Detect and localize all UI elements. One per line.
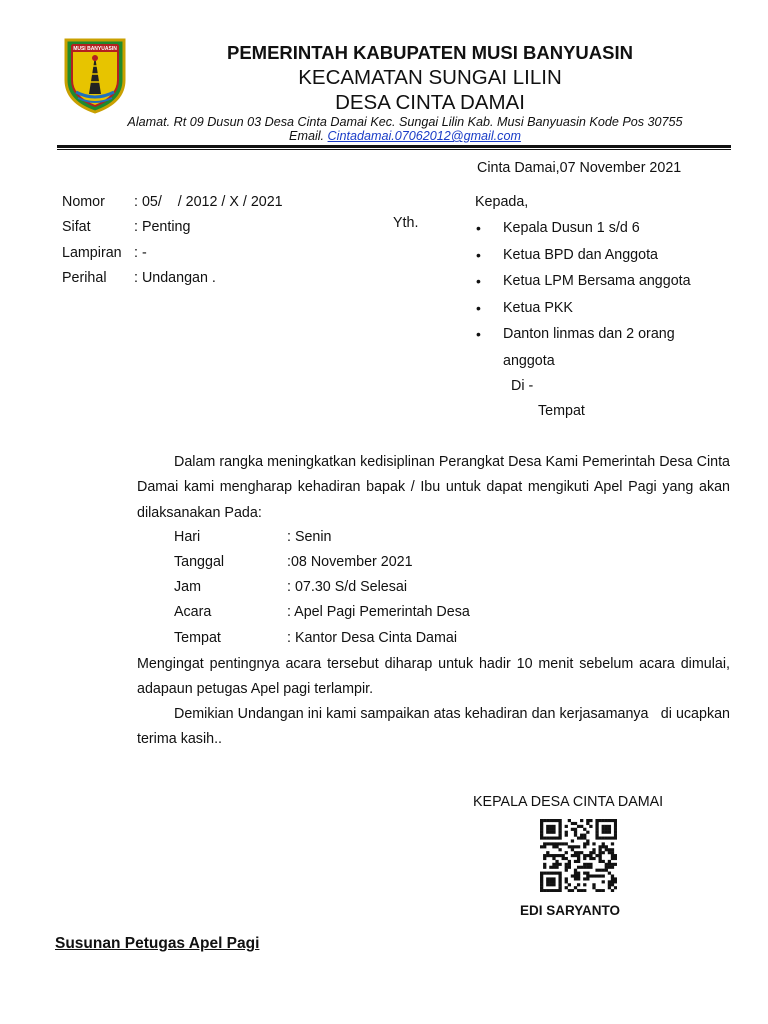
detail-label-hari: Hari [174, 529, 201, 545]
detail-value-tanggal: :08 November 2021 [287, 554, 413, 570]
recipient-item: • Ketua PKK [476, 300, 691, 327]
header-email-line [60, 129, 750, 143]
meta-label-nomor: Nomor [62, 194, 105, 210]
meta-label-lampiran: Lampiran [62, 245, 122, 261]
recipient-item: • Ketua BPD dan Anggota [476, 247, 691, 274]
signature-title: KEPALA DESA CINTA DAMAI [473, 794, 664, 810]
body-paragraph-3 [137, 702, 734, 753]
detail-label-acara: Acara [174, 604, 212, 620]
detail-value-hari: : Senin [287, 529, 332, 545]
di-label: Di - [511, 378, 534, 394]
detail-label-tempat: Tempat [174, 630, 221, 646]
detail-value-acara: : Apel Pagi Pemerintah Desa [287, 604, 470, 620]
email-label: Email. [289, 129, 325, 143]
detail-value-jam: : 07.30 S/d Selesai [287, 579, 408, 595]
logo-text: MUSI BANYUASIN [73, 46, 117, 52]
recipient-list [476, 220, 691, 353]
section-heading: Susunan Petugas Apel Pagi [55, 935, 260, 952]
header-rule-thick [57, 145, 731, 148]
email-link[interactable]: Cintadamai.07062012@gmail.com [327, 129, 521, 143]
header-district: KECAMATAN SUNGAI LILIN [298, 66, 562, 89]
meta-label-sifat: Sifat [62, 219, 91, 235]
recipient-continuation: anggota [503, 353, 555, 369]
recipient-item: • Kepala Dusun 1 s/d 6 [476, 220, 691, 247]
body-paragraph-3-text: Demikian Undangan ini kami sampaikan atas kehadiran dan kerjasamanya di ucapkan terima kasih.. [137, 706, 734, 748]
detail-label-jam: Jam [174, 579, 202, 595]
body-paragraph-1-text: Dalam rangka meningkatkan kedisiplinan Perangkat Desa Kami Pemerintah Desa Cinta Damai kami mengharap kehadiran bapak / Ibu untuk dapat mengikuti Apel Pagi yang akan dilaksanakan Pada: [137, 454, 730, 521]
qr-code [540, 819, 617, 892]
regency-logo [60, 36, 130, 114]
yth-label: Yth. [393, 215, 419, 231]
meta-value-sifat: : Penting [134, 219, 191, 235]
body-paragraph-1 [137, 450, 730, 526]
meta-value-lampiran: : - [134, 245, 147, 261]
meta-value-nomor: : 05/ / 2012 / X / 2021 [134, 194, 283, 210]
signature-name: EDI SARYANTO [520, 903, 621, 918]
letter-date: Cinta Damai,07 November 2021 [477, 160, 682, 176]
recipient-item: • Ketua LPM Bersama anggota [476, 273, 691, 300]
header-address: Alamat. Rt 09 Dusun 03 Desa Cinta Damai Kec. Sungai Lilin Kab. Musi Banyuasin Kode Pos 30755 [127, 115, 683, 129]
kepada-label: Kepada, [475, 194, 529, 210]
recipient-item: • Danton linmas dan 2 orang [476, 326, 691, 353]
detail-value-tempat: : Kantor Desa Cinta Damai [287, 630, 458, 646]
header-rule-thin [57, 149, 731, 150]
tempat-label: Tempat [538, 403, 585, 419]
meta-label-perihal: Perihal [62, 270, 107, 286]
header-government: PEMERINTAH KABUPATEN MUSI BANYUASIN [227, 42, 633, 63]
meta-value-perihal: : Undangan . [134, 270, 216, 286]
header-village: DESA CINTA DAMAI [335, 91, 525, 114]
detail-label-tanggal: Tanggal [174, 554, 225, 570]
body-paragraph-2: Mengingat pentingnya acara tersebut diharap untuk hadir 10 menit sebelum acara dimulai, adapaun petugas Apel pagi terlampir. [137, 656, 730, 698]
